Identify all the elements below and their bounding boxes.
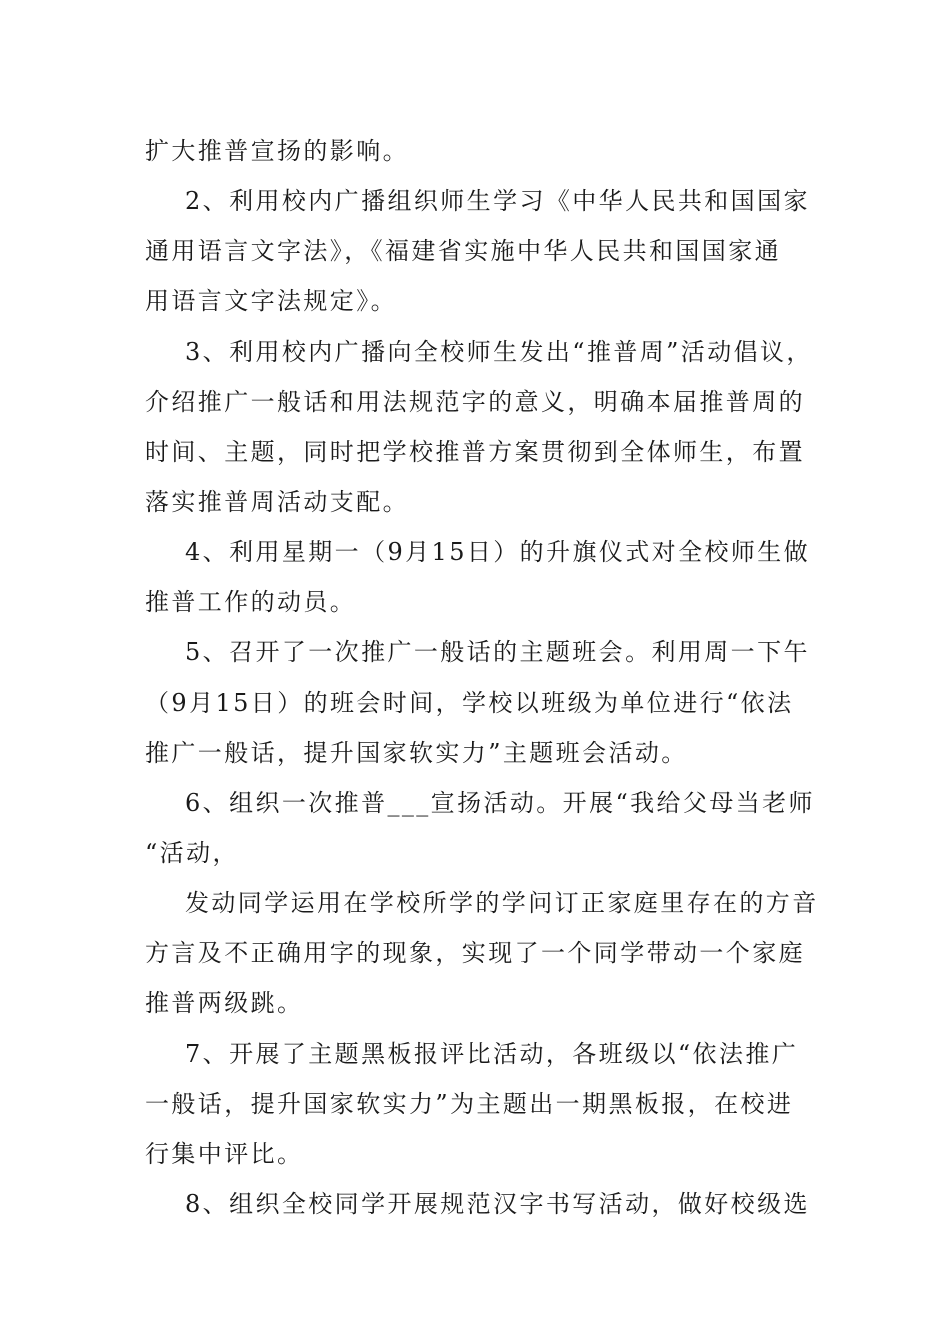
- text-line: 发动同学运用在学校所学的学问订正家庭里存在的方音: [185, 889, 819, 917]
- text-line: 4、利用星期一（9月15日）的升旗仪式对全校师生做: [185, 538, 811, 566]
- text-line: 落实推普周活动支配。: [145, 488, 409, 516]
- text-line: 扩大推普宣扬的影响。: [145, 137, 409, 165]
- text-line: 用语言文字法规定》。: [145, 287, 397, 315]
- text-line: 3、利用校内广播向全校师生发出“推普周”活动倡议，: [185, 338, 813, 366]
- text-line: 介绍推广一般话和用法规范字的意义，明确本届推普周的: [145, 388, 805, 416]
- text-line: 推广一般话，提升国家软实力”主题班会活动。: [145, 739, 688, 767]
- text-line: 时间、主题，同时把学校推普方案贯彻到全体师生，布置: [145, 438, 805, 466]
- text-line: 通用语言文字法》，《福建省实施中华人民共和国国家通: [145, 237, 781, 265]
- text-line: 2、利用校内广播组织师生学习《中华人民共和国国家: [185, 187, 810, 215]
- text-line: 6、组织一次推普___宣扬活动。开展“我给父母当老师: [185, 789, 815, 817]
- text-line: 5、召开了一次推广一般话的主题班会。利用周一下午: [185, 638, 810, 666]
- text-line: 8、组织全校同学开展规范汉字书写活动，做好校级选: [185, 1190, 810, 1218]
- text-line: （9月15日）的班会时间，学校以班级为单位进行“依法: [145, 689, 794, 717]
- text-line: 7、开展了主题黑板报评比活动，各班级以“依法推广: [185, 1040, 799, 1068]
- text-line: 一般话，提升国家软实力”为主题出一期黑板报，在校进: [145, 1090, 794, 1118]
- text-line: “活动，: [145, 839, 239, 867]
- text-line: 推普两级跳。: [145, 989, 304, 1017]
- text-line: 方言及不正确用字的现象，实现了一个同学带动一个家庭: [145, 939, 805, 967]
- text-line: 推普工作的动员。: [145, 588, 357, 616]
- text-line: 行集中评比。: [145, 1140, 304, 1168]
